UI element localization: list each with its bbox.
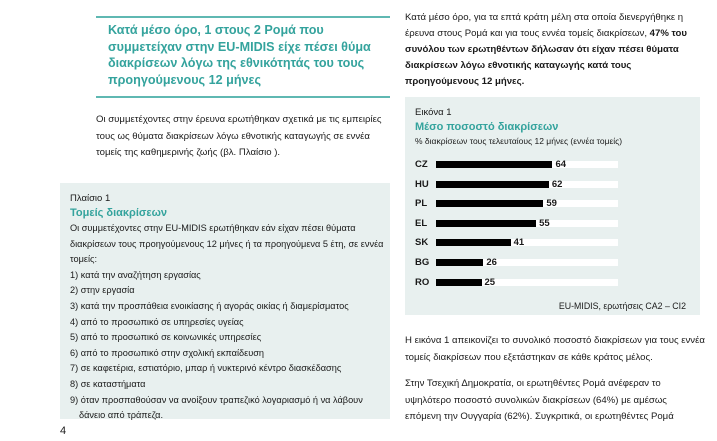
category-label: HU — [415, 178, 429, 190]
category-label: EL — [415, 217, 428, 229]
category-label: SK — [415, 237, 429, 249]
category-label: CZ — [415, 159, 428, 170]
list-item: 3) κατά την προσπάθεια ενοικίασης ή αγοράς οικίας ή διαμερίσματος — [70, 300, 349, 311]
bar — [436, 239, 511, 246]
bar-row-bg — [405, 257, 695, 269]
bar — [436, 220, 536, 227]
bar — [436, 161, 552, 168]
list-item: 6) από το προσωπικό στην σχολική εκπαίδευση — [70, 347, 264, 358]
bar — [436, 259, 483, 266]
bar — [436, 279, 482, 286]
figure-label: Εικόνα 1 — [415, 107, 452, 118]
figure-panel — [405, 97, 700, 315]
box-title: Τομείς διακρίσεων — [70, 207, 168, 219]
list-item: 4) από το προσωπικό σε υπηρεσίες υγείας — [70, 316, 244, 327]
bar-row-sk — [405, 237, 695, 249]
list-item: 8) σε καταστήματα — [70, 378, 146, 389]
bar — [436, 200, 543, 207]
category-label: BG — [415, 257, 430, 268]
data-label: 26 — [486, 257, 497, 268]
bar-row-el — [405, 218, 695, 230]
list-item: 7) σε καφετέρια, εστιατόριο, μπαρ ή νυκτερινό κέντρο διασκέδασης — [70, 363, 342, 374]
bar-row-cz — [405, 159, 695, 171]
summary-paragraph — [405, 10, 700, 90]
list-item: 5) από το προσωπικό σε κοινωνικές υπηρεσίες — [70, 332, 262, 343]
category-label: RO — [415, 276, 430, 288]
data-label: 62 — [551, 178, 563, 190]
headline-bottom-rule — [96, 96, 390, 98]
list-item: 2) στην εργασία — [70, 285, 135, 296]
data-label: 64 — [555, 159, 567, 170]
page-number: 4 — [60, 425, 67, 437]
chart-title: Μέσο ποσοστό διακρίσεων — [415, 121, 559, 133]
intro-paragraph: Οι συμμετέχοντες στην έρευνα ερωτήθηκαν σχετικά με τις εμπειρίες τους ως θύματα διακρίσεων λόγω εθνοτικής καταγωγής σε εννέα τομείς της καθημερινής ζωής (βλ. Πλαίσιο ). — [96, 114, 382, 158]
pull-quote-headline: Κατά μέσο όρο, 1 στους 2 Ρομά που συμμετείχαν στην EU-MIDIS είχε πέσει θύμα διακρίσεων λόγω της εθνικότητάς του τους προηγούμενους 12 μήνες — [108, 23, 371, 87]
data-label: 25 — [484, 276, 496, 288]
summary-text: Κατά μέσο όρο, για τα επτά κράτη μέλη στα οποία διενεργήθηκε η έρευνα στους Ρομά και για τους εννέα τομείς διακρίσεων, — [405, 12, 684, 39]
bar — [436, 181, 549, 188]
summary-highlight: 47% του συνόλου των ερωτηθέντων δήλωσαν ότι είχαν πέσει θύματα διακρίσεων λόγω εθνοτικής καταγωγής κατά τους προηγούμενους 12 μήνες. — [405, 28, 687, 87]
list-item: 9) όταν προσπαθούσαν να ανοίξουν τραπεζικό λογαριασμό ή να λάβουν δάνειο από τράπεζα. — [70, 394, 363, 421]
czech-hungary-paragraph: Στην Τσεχική Δημοκρατία, οι ερωτηθέντες Ρομά ανέφεραν το υψηλότερο ποσοστό συνολικών διακρίσεων (64%) με αμέσως επόμενη την Ουγγαρία (62%). Συγκριτικά, οι ερωτηθέντες Ρομά — [405, 378, 674, 422]
chart-subtitle: % διακρίσεων τους τελευταίους 12 μήνες (εννέα τομείς) — [415, 136, 623, 146]
box-content — [70, 221, 385, 424]
bar-row-ro — [405, 277, 695, 289]
box-label: Πλαίσιο 1 — [70, 193, 111, 204]
box-text: Οι συμμετέχοντες στην EU-MIDIS ερωτήθηκαν εάν είχαν πέσει θύματα διακρίσεων τους προηγούμενους 12 μήνες ή τα προηγούμενα 5 έτη, σε εννέα τομείς: — [70, 223, 384, 265]
category-label: PL — [415, 198, 428, 210]
data-label: 41 — [513, 237, 525, 249]
sidebar-box — [60, 183, 390, 419]
bar-row-hu — [405, 179, 695, 191]
chart-source: EU-MIDIS, ερωτήσεις CA2 – CI2 — [558, 301, 686, 311]
headline-top-rule — [96, 16, 390, 18]
list-item: 1) κατά την αναζήτηση εργασίας — [70, 269, 201, 280]
data-label: 55 — [539, 217, 550, 229]
bar-chart — [405, 159, 700, 299]
figure-description-paragraph: Η εικόνα 1 απεικονίζει το συνολικό ποσοστό διακρίσεων για τους εννέα τομείς διακρίσεων που εξετάστηκαν σε κάθε κράτος μέλος. — [405, 335, 705, 363]
bar-row-pl — [405, 198, 695, 210]
data-label: 59 — [546, 198, 557, 210]
